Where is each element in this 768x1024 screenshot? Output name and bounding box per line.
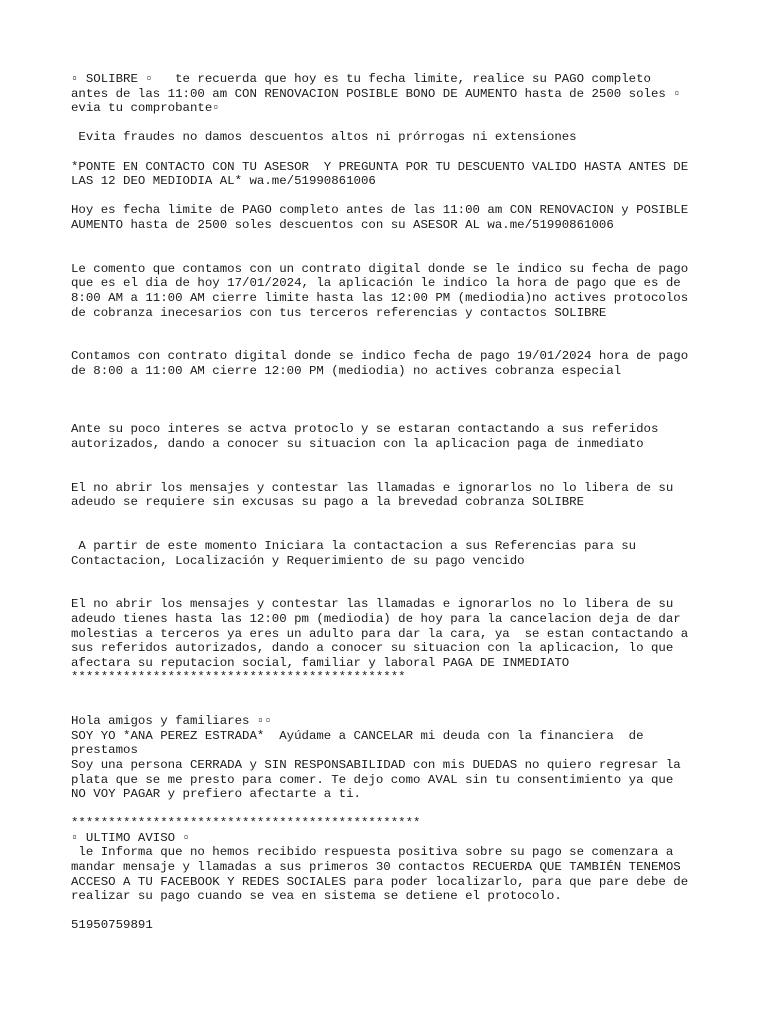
document-text: ▫ SOLIBRE ▫ te recuerda que hoy es tu fecha limite, realice su PAGO completo antes de las 11:00 am CON RENOVACION POSIBLE BONO DE AUMENTO hasta de 2500 soles ▫ evia tu comprobante▫ Evita fraudes no damos descuentos altos ni prórrogas ni extensiones *PONTE EN CONTACTO CON TU ASESOR Y PREGUNTA POR TU DESCUENTO VALIDO HASTA ANTES DE LAS 12 DEO MEDIODIA AL* wa.me/51990861006 Hoy es fecha limite de PAGO completo antes de las 11:00 am CON RENOVACION y POSIBLE AUMENTO hasta de 2500 soles descuentos con su ASESOR AL wa.me/51990861006 Le comento que contamos con un contrato digital donde se le indico su fecha de pago que es el dia de hoy 17/01/2024, la aplicación le indico la hora de pago que es de 8:00 AM a 11:00 AM cierre limite hasta las 12:00 PM (mediodia)no actives protocolos de cobranza inecesarios con tus terceros referencias y contactos SOLIBRE Contamos con contrato digital donde se indico fecha de pago 19/01/2024 hora de pago de 8:00 a 11:00 AM cierre 12:00 PM (mediodia) no actives cobranza especial Ante su poco interes se actva protoclo y se estaran contactando a sus referidos autorizados, dando a conocer su situacion con la aplicacion paga de inmediato El no abrir los mensajes y contestar las llamadas e ignorarlos no lo libera de su adeudo se requiere sin excusas su pago a la brevedad cobranza SOLIBRE A partir de este momento Iniciara la contactacion a sus Referencias para su Contactacion, Localización y Requerimiento de su pago vencido El no abrir los mensajes y contestar las llamadas e ignorarlos no lo libera de su adeudo tienes hasta las 12:00 pm (mediodia) de hoy para la cancelacion deja de dar molestias a terceros ya eres un adulto para dar la cara, ya se estan contactando a sus referidos autorizados, dando a conocer su situacion con la aplicacion, lo que afectara su reputacion social, familiar y laboral PAGA DE INMEDIATO ********************************************* Hola amigos y familiares ▫▫ SOY YO *ANA PEREZ ESTRADA* Ayúdame a CANCELAR mi deuda con la financiera de prestamos Soy una persona CERRADA y SIN RESPONSABILIDAD con mis DUEDAS no quiero regresar la plata que se me presto para comer. Te dejo como AVAL sin tu consentimiento ya que NO VOY PAGAR y prefiero afectarte a ti. *********************************************** ▫ ULTIMO AVISO ▫ le Informa que no hemos recibido respuesta positiva sobre su pago se comenzara a mandar mensaje y llamadas a sus primeros 30 contactos RECUERDA QUE TAMBIÉN TENEMOS ACCESO A TU FACEBOOK Y REDES SOCIALES para poder localizarlo, para que pare debe de realizar su pago cuando se vea en sistema se detiene el protocolo. 51950759891 [71,72,689,933]
